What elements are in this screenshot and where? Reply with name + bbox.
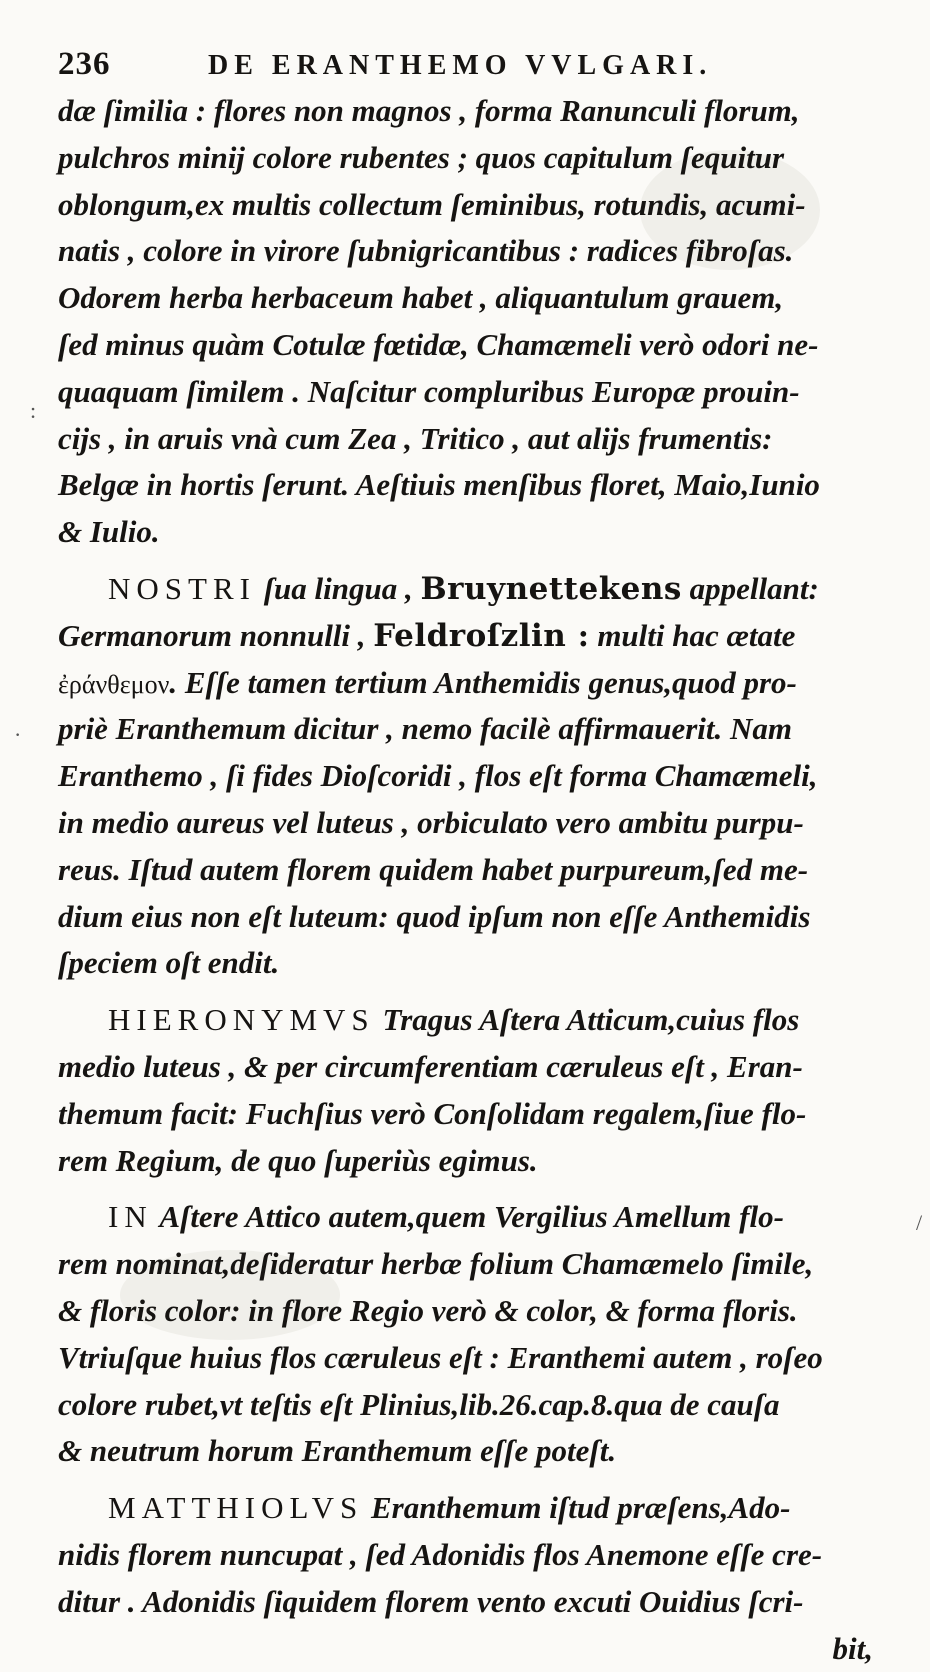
text-line: Belgæ in hortis ſerunt. Aeſtiuis menſibus floret, Maio,Iunio [58, 462, 893, 509]
text-line: priè Eranthemum dicitur , nemo facilè affirmauerit. Nam [58, 706, 893, 753]
catchword: bit, [58, 1626, 893, 1672]
text-line: natis , colore in virore ſubnigricantibus : radices fibroſas. [58, 228, 893, 275]
text-line: Vtriuſque huius flos cæruleus eſt : Eranthemi autem , roſeo [58, 1335, 893, 1382]
paragraph-lead: IN [108, 1199, 153, 1234]
text-line: oblongum,ex multis collectum ſeminibus, rotundis, acumi- [58, 182, 893, 229]
page-header [58, 38, 878, 88]
body-text [58, 88, 893, 1672]
blackletter-term: Bruynettekens [420, 571, 681, 607]
text-line: reus. Iſtud autem florem quidem habet purpureum,ſed me- [58, 847, 893, 894]
paragraph-lead: MATTHIOLVS [108, 1490, 363, 1525]
text-line: in medio aureus vel luteus , orbiculato vero ambitu purpu- [58, 800, 893, 847]
text-line: ἐράνθεμον. Eſſe tamen tertium Anthemidis genus,quod pro- [58, 660, 893, 707]
text-line: dium eius non eſt luteum: quod ipſum non eſſe Anthemidis [58, 894, 893, 941]
greek-term: ἐράνθεμον [58, 670, 169, 699]
margin-mark: / [916, 1210, 922, 1236]
text-line: & floris color: in flore Regio verò & color, & forma floris. [58, 1288, 893, 1335]
paragraph-lead: HIERONYMVS [108, 1002, 375, 1037]
paragraph-in-line: IN Aſtere Attico autem,quem Vergilius Amellum flo- [58, 1194, 893, 1241]
text-line: nidis florem nuncupat , ſed Adonidis flos Anemone eſſe cre- [58, 1532, 893, 1579]
text-line: rem Regium, de quo ſuperiùs egimus. [58, 1138, 893, 1185]
text-line: colore rubet,vt teſtis eſt Plinius,lib.26.cap.8.qua de cauſa [58, 1382, 893, 1429]
text-line: & Iulio. [58, 509, 893, 556]
text-line: ſed minus quàm Cotulæ fœtidæ, Chamæmeli verò odori ne- [58, 322, 893, 369]
paragraph-nostri-line: NOSTRI ſua lingua , Bruynettekens appellant: [58, 566, 893, 613]
text-line: dæ ſimilia : flores non magnos , forma Ranunculi florum, [58, 88, 893, 135]
text-line: Odorem herba herbaceum habet , aliquantulum grauem, [58, 275, 893, 322]
page-number: 236 [58, 46, 111, 83]
paragraph-hieronymus-line: HIERONYMVS Tragus Aſtera Atticum,cuius flos [58, 997, 893, 1044]
margin-mark: · [14, 722, 21, 748]
text-line: cijs , in aruis vnà cum Zea , Tritico , aut alijs frumentis: [58, 416, 893, 463]
text-line: ſpeciem oſt endit. [58, 940, 893, 987]
text-line: pulchros minij colore rubentes ; quos capitulum ſequitur [58, 135, 893, 182]
text-line: medio luteus , & per circumferentiam cæruleus eſt , Eran- [58, 1044, 893, 1091]
text-line: Germanorum nonnulli , Feldroſzlin : multi hac ætate [58, 613, 893, 660]
text-line: rem nominat,deſideratur herbæ folium Chamæmelo ſimile, [58, 1241, 893, 1288]
blackletter-term: Feldroſzlin : [373, 618, 589, 654]
text-line: ditur . Adonidis ſiquidem florem vento excuti Ouidius ſcri- [58, 1579, 893, 1626]
text-line: themum facit: Fuchſius verò Conſolidam regalem,ſiue flo- [58, 1091, 893, 1138]
margin-mark: : [30, 398, 36, 424]
text-line: & neutrum horum Eranthemum eſſe poteſt. [58, 1428, 893, 1475]
paragraph-lead: NOSTRI [108, 571, 256, 606]
text-line: Eranthemo , ſi fides Dioſcoridi , flos eſt forma Chamæmeli, [58, 753, 893, 800]
running-title: DE ERANTHEMO VVLGARI. [208, 50, 712, 82]
paragraph-matthiolus-line: MATTHIOLVS Eranthemum iſtud præſens,Ado- [58, 1485, 893, 1532]
text-line: quaquam ſimilem . Naſcitur compluribus Europæ prouin- [58, 369, 893, 416]
